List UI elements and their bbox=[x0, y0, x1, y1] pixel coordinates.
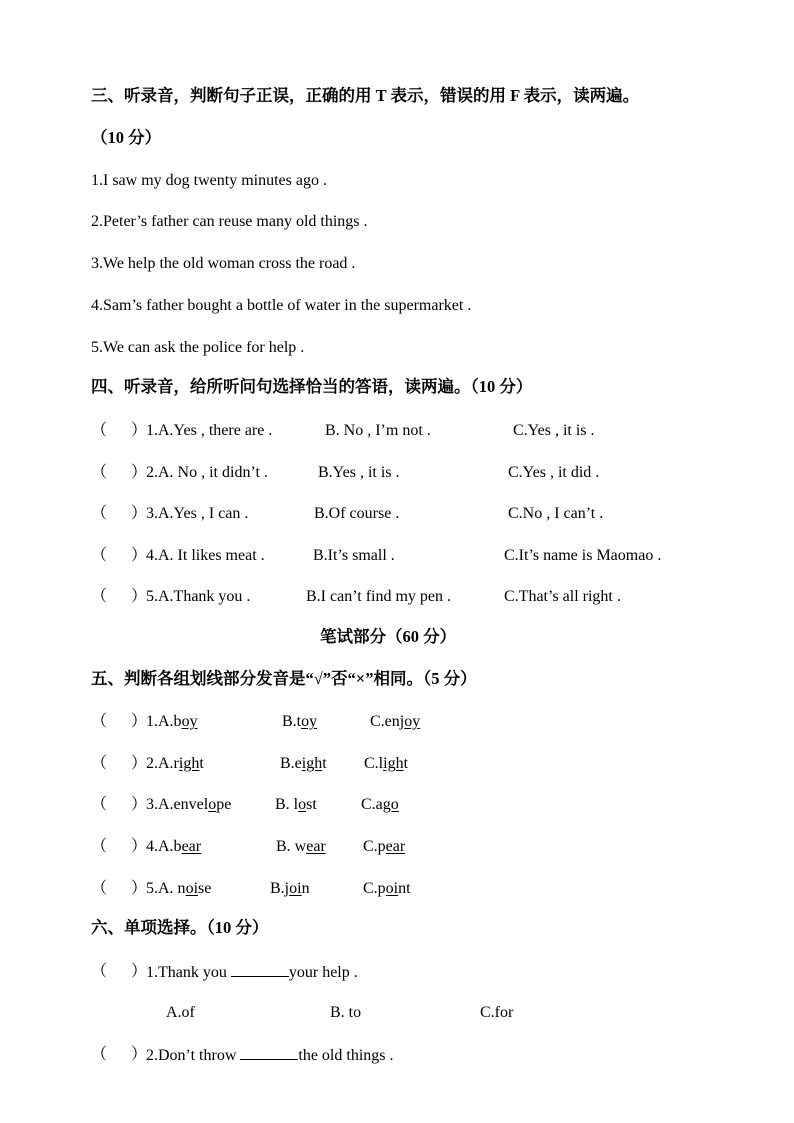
section3-item-2: 2.Peter’s father can reuse many old things . bbox=[91, 213, 368, 230]
underlined-sound: o bbox=[298, 796, 307, 813]
underlined-sound: go bbox=[382, 796, 399, 813]
option-b: B. lost bbox=[275, 796, 317, 813]
section6-heading: 六、单项选择。（10 分） bbox=[91, 918, 269, 937]
answer-paren: （ ） bbox=[91, 547, 148, 564]
option-a: 5.A.Thank you . bbox=[146, 588, 251, 605]
underlined-sound: igh bbox=[383, 755, 404, 772]
section3-item-3: 3.We help the old woman cross the road . bbox=[91, 255, 356, 272]
option-c: C.Yes , it did . bbox=[508, 464, 600, 481]
underlined-sound: igh bbox=[301, 755, 323, 772]
option-b: B. No , I’m not . bbox=[325, 422, 431, 439]
option-a: 3.A.Yes , I can . bbox=[146, 505, 249, 522]
answer-paren: （ ） bbox=[91, 422, 148, 439]
answer-paren: （ ） bbox=[91, 755, 148, 772]
option-c: C.It’s name is Maomao . bbox=[504, 547, 662, 564]
answer-paren: （ ） bbox=[91, 880, 148, 897]
underlined-sound: oi bbox=[289, 880, 302, 897]
option-a: 4.A. It likes meat . bbox=[146, 547, 265, 564]
option-a: 1.A.Yes , there are . bbox=[146, 422, 273, 439]
option-c: C.That’s all right . bbox=[504, 588, 621, 605]
option-b: B.Of course . bbox=[314, 505, 400, 522]
option-b: B.toy bbox=[282, 713, 318, 730]
underlined-sound: oy bbox=[301, 713, 318, 730]
option-a: A.of bbox=[166, 1004, 195, 1021]
answer-paren: （ ） bbox=[91, 464, 148, 481]
answer-blank bbox=[240, 1045, 298, 1060]
option-c: C.No , I can’t . bbox=[508, 505, 604, 522]
option-a: 1.A.boy bbox=[146, 713, 198, 730]
written-part-title: 笔试部分（60 分） bbox=[320, 627, 457, 646]
option-a: 4.A.bear bbox=[146, 838, 202, 855]
option-c: C.Yes , it is . bbox=[513, 422, 595, 439]
answer-paren: （ ） bbox=[91, 505, 148, 522]
underlined-sound: ear bbox=[385, 838, 406, 855]
option-c: C.point bbox=[363, 880, 411, 897]
answer-paren: （ ） bbox=[91, 838, 148, 855]
option-a: 2.A.right bbox=[146, 755, 204, 772]
answer-paren: （ ） bbox=[91, 963, 148, 980]
option-c: C.pear bbox=[363, 838, 406, 855]
answer-paren: （ ） bbox=[91, 713, 148, 730]
section5-heading: 五、判断各组划线部分发音是“√”否“×”相同。（5 分） bbox=[91, 669, 477, 688]
answer-paren: （ ） bbox=[91, 1046, 148, 1063]
underlined-sound: igh bbox=[178, 755, 200, 772]
underlined-sound: oy bbox=[404, 713, 421, 730]
underlined-sound: o bbox=[208, 796, 217, 813]
answer-blank bbox=[231, 962, 289, 977]
option-b: B.I can’t find my pen . bbox=[306, 588, 452, 605]
underlined-sound: oi bbox=[185, 880, 199, 897]
underlined-sound: oy bbox=[181, 713, 198, 730]
option-b: B.eight bbox=[280, 755, 327, 772]
option-c: C.light bbox=[364, 755, 409, 772]
option-b: B.Yes , it is . bbox=[318, 464, 400, 481]
question-text: 2.Don’t throw the old things . bbox=[146, 1047, 394, 1064]
underlined-sound: ear bbox=[181, 838, 202, 855]
option-c: C.enjoy bbox=[370, 713, 421, 730]
option-a: 3.A.envelope bbox=[146, 796, 232, 813]
section3-item-1: 1.I saw my dog twenty minutes ago . bbox=[91, 172, 327, 189]
option-b: B.It’s small . bbox=[313, 547, 395, 564]
answer-paren: （ ） bbox=[91, 796, 148, 813]
option-b: B. to bbox=[330, 1004, 362, 1021]
option-c: C.ago bbox=[361, 796, 399, 813]
option-b: B. wear bbox=[276, 838, 326, 855]
section3-item-5: 5.We can ask the police for help . bbox=[91, 339, 305, 356]
section3-item-4: 4.Sam’s father bought a bottle of water in the supermarket . bbox=[91, 297, 472, 314]
question-text: 1.Thank you your help . bbox=[146, 964, 358, 981]
underlined-sound: oi bbox=[385, 880, 399, 897]
option-c: C.for bbox=[480, 1004, 514, 1021]
section3-heading: 三、听录音，判断句子正误，正确的用 T 表示，错误的用 F 表示，读两遍。 bbox=[91, 86, 640, 105]
option-b: B.join bbox=[270, 880, 310, 897]
option-a: 5.A. noise bbox=[146, 880, 212, 897]
section3-score: （10 分） bbox=[91, 128, 162, 147]
option-a: 2.A. No , it didn’t . bbox=[146, 464, 268, 481]
section4-heading: 四、听录音，给所听问句选择恰当的答语，读两遍。（10 分） bbox=[91, 377, 533, 396]
underlined-sound: ear bbox=[306, 838, 326, 855]
answer-paren: （ ） bbox=[91, 588, 148, 605]
